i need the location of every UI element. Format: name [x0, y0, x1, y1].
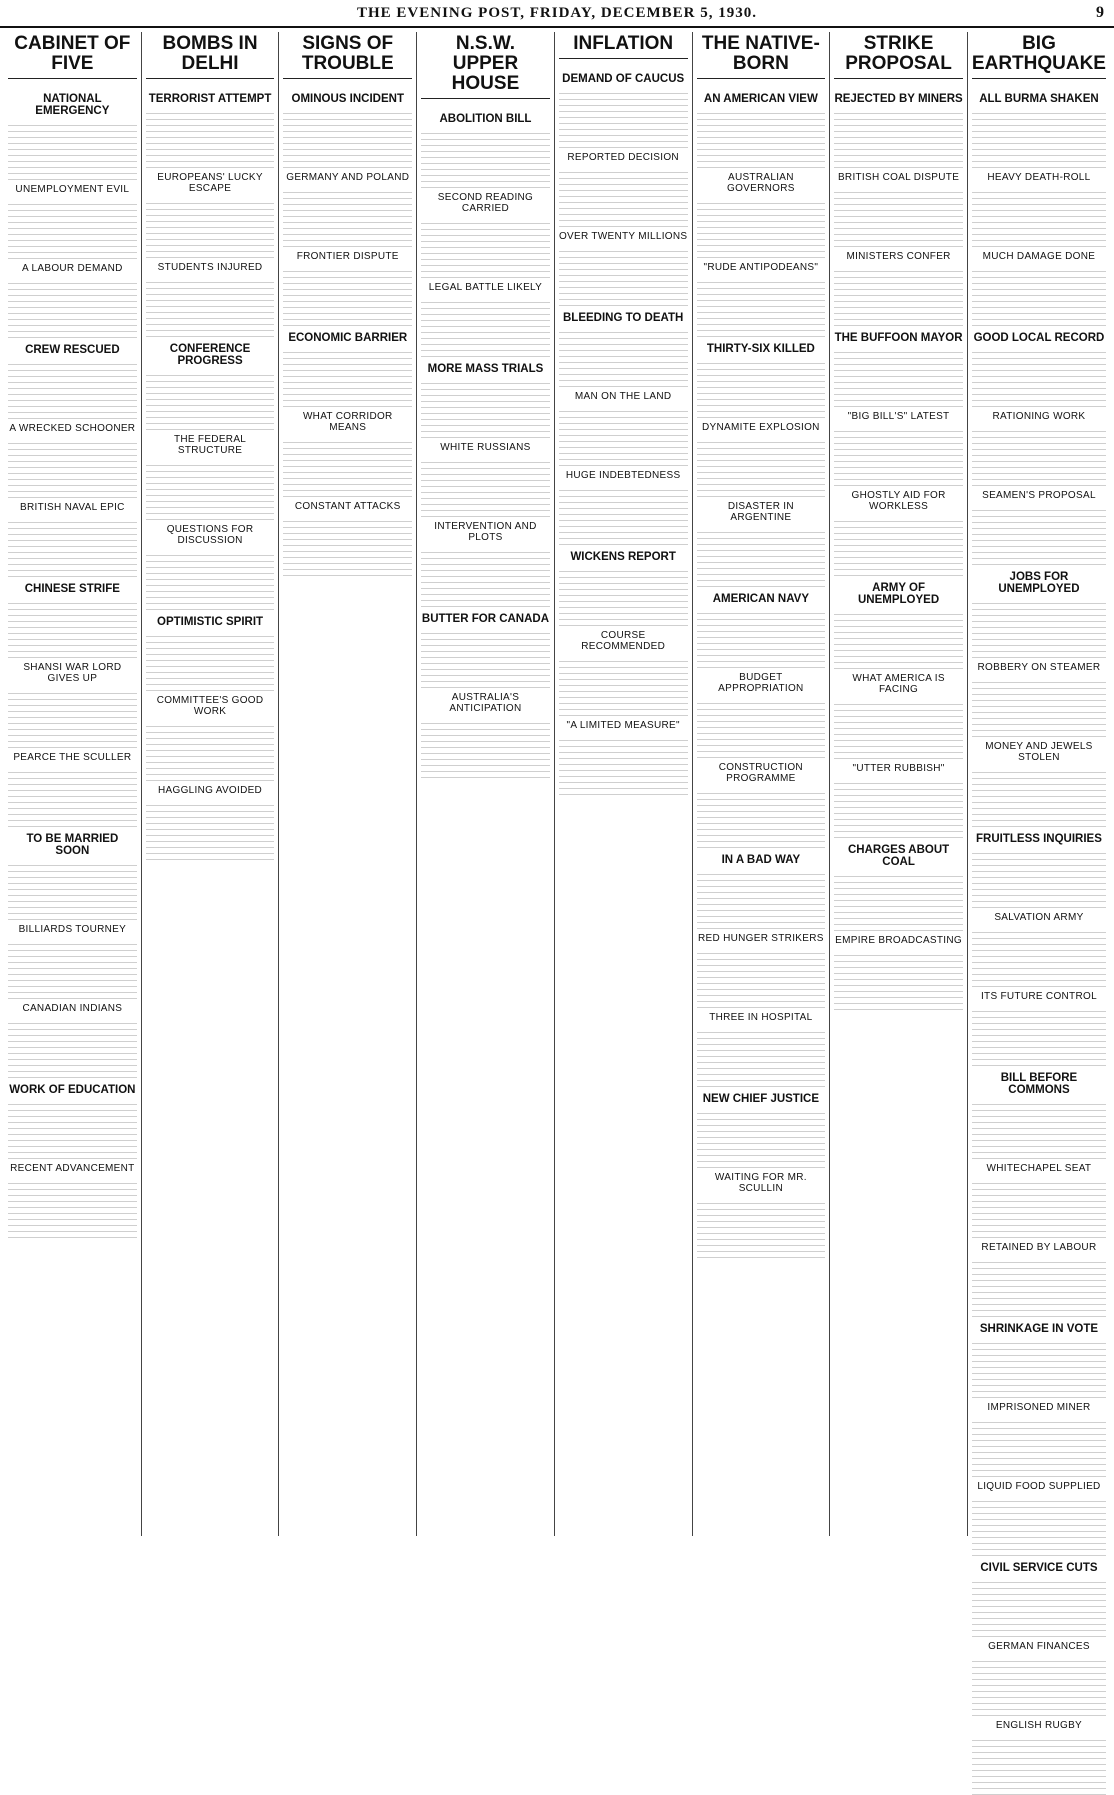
subheading: BUTTER FOR CANADA: [421, 612, 550, 625]
article-body-placeholder: [8, 598, 137, 658]
subheading: CREW RESCUED: [25, 343, 120, 356]
article-body-placeholder: [972, 1338, 1106, 1398]
subheading: BRITISH COAL DISPUTE: [837, 171, 960, 183]
subheading: JOBS FOR UNEMPLOYED: [998, 570, 1080, 595]
article-body-placeholder: [8, 517, 137, 577]
column-headline: THE NATIVE-BORN: [697, 34, 826, 79]
article-body-placeholder: [8, 1018, 137, 1078]
article-body-placeholder: [559, 167, 688, 227]
subheading: CONSTANT ATTACKS: [294, 500, 401, 512]
subheading: INTERVENTION AND PLOTS: [434, 520, 537, 543]
article-body-placeholder: [559, 63, 688, 67]
subheading: BLEEDING TO DEATH: [562, 311, 684, 324]
subheading: OMINOUS INCIDENT: [291, 92, 404, 105]
article-body-placeholder: [972, 848, 1106, 908]
article-body-placeholder: [146, 800, 275, 860]
subheading: HAGGLING AVOIDED: [158, 784, 263, 796]
article-body-placeholder: [559, 485, 688, 545]
subheading: HUGE INDEBTEDNESS: [565, 469, 681, 481]
subheading: IN A BAD WAY: [721, 853, 801, 866]
subheading: IMPRISONED MINER: [987, 1401, 1091, 1413]
article-body-placeholder: [8, 688, 137, 748]
article-body-placeholder: [972, 767, 1106, 827]
article-body-placeholder: [421, 128, 550, 188]
article-body-placeholder: [834, 950, 963, 1010]
article-body-placeholder: [972, 677, 1106, 737]
subheading: HEAVY DEATH-ROLL: [987, 171, 1091, 183]
subheading: RED HUNGER STRIKERS: [698, 932, 824, 944]
article-body-placeholder: [972, 1417, 1106, 1477]
subheading: THIRTY-SIX KILLED: [706, 342, 815, 355]
column-5: [555, 32, 693, 1536]
article-body-placeholder: [697, 83, 826, 87]
subheading: A WRECKED SCHOONER: [9, 422, 136, 434]
article-body-placeholder: [834, 609, 963, 669]
article-body-placeholder: [283, 347, 412, 407]
article-body-placeholder: [972, 1496, 1106, 1556]
subheading: ECONOMIC BARRIER: [288, 331, 408, 344]
article-body-placeholder: [697, 277, 826, 337]
subheading: ARMY OF UNEMPLOYED: [857, 581, 940, 606]
subheading: WHAT AMERICA IS FACING: [852, 672, 945, 695]
article-body-placeholder: [146, 83, 275, 87]
subheading: ROBBERY ON STEAMER: [977, 661, 1101, 673]
article-body-placeholder: [834, 426, 963, 486]
article-body-placeholder: [421, 218, 550, 278]
column-headline: SIGNS OF TROUBLE: [283, 34, 412, 79]
subheading: LEGAL BATTLE LIKELY: [428, 281, 543, 293]
article-body-placeholder: [834, 347, 963, 407]
article-body-placeholder: [559, 566, 688, 626]
subheading: CONSTRUCTION PROGRAMME: [718, 761, 803, 784]
article-body-placeholder: [421, 103, 550, 107]
article-body-placeholder: [421, 457, 550, 517]
article-body-placeholder: [834, 516, 963, 576]
article-body-placeholder: [8, 359, 137, 419]
article-body-placeholder: [559, 656, 688, 716]
subheading: QUESTIONS FOR DISCUSSION: [166, 523, 254, 546]
article-body-placeholder: [146, 277, 275, 337]
subheading: STUDENTS INJURED: [157, 261, 263, 273]
article-body-placeholder: [972, 1735, 1106, 1795]
subheading: "RUDE ANTIPODEANS": [703, 261, 819, 273]
subheading: AUSTRALIA'S ANTICIPATION: [449, 691, 522, 714]
article-body-placeholder: [697, 1198, 826, 1258]
article-body-placeholder: [697, 869, 826, 929]
article-body-placeholder: [146, 550, 275, 610]
article-body-placeholder: [421, 547, 550, 607]
article-body-placeholder: [972, 927, 1106, 987]
subheading: ENGLISH RUGBY: [995, 1719, 1083, 1731]
article-body-placeholder: [972, 426, 1106, 486]
subheading: GOOD LOCAL RECORD: [973, 331, 1105, 344]
column-3: [279, 32, 417, 1536]
article-body-placeholder: [559, 327, 688, 387]
article-body-placeholder: [146, 370, 275, 430]
subheading: AUSTRALIAN GOVERNORS: [727, 171, 795, 194]
subheading: ITS FUTURE CONTROL: [980, 990, 1097, 1002]
subheading: "UTTER RUBBISH": [852, 762, 945, 774]
subheading: AMERICAN NAVY: [712, 592, 809, 605]
subheading: REPORTED DECISION: [567, 151, 679, 163]
article-body-placeholder: [8, 278, 137, 338]
column-headline: STRIKE PROPOSAL: [834, 34, 963, 79]
article-body-placeholder: [146, 721, 275, 781]
article-body-placeholder: [697, 108, 826, 168]
article-body-placeholder: [834, 699, 963, 759]
article-body-placeholder: [972, 1006, 1106, 1066]
subheading: WHITE RUSSIANS: [440, 441, 531, 453]
article-body-placeholder: [559, 406, 688, 466]
subheading: SECOND READING CARRIED: [437, 191, 534, 214]
subheading: WAITING FOR MR. SCULLIN: [714, 1171, 807, 1194]
subheading: BILLIARDS TOURNEY: [18, 923, 127, 935]
subheading: "BIG BILL'S" LATEST: [847, 410, 950, 422]
subheading: ALL BURMA SHAKEN: [979, 92, 1099, 105]
subheading: CONFERENCE PROGRESS: [169, 342, 251, 367]
subheading: REJECTED BY MINERS: [834, 92, 963, 105]
article-body-placeholder: [972, 1178, 1106, 1238]
subheading: CHARGES ABOUT COAL: [847, 843, 950, 868]
subheading: "A LIMITED MEASURE": [566, 719, 680, 731]
subheading: GERMANY AND POLAND: [286, 171, 410, 183]
column-2: [142, 32, 280, 1536]
subheading: GHOSTLY AID FOR WORKLESS: [851, 489, 946, 512]
article-body-placeholder: [972, 187, 1106, 247]
article-body-placeholder: [8, 939, 137, 999]
columns: [0, 28, 1114, 1731]
masthead-title: THE EVENING POST, FRIDAY, DECEMBER 5, 1930.: [356, 4, 757, 21]
column-4: [417, 32, 555, 1536]
subheading: MINISTERS CONFER: [846, 250, 951, 262]
subheading: FRONTIER DISPUTE: [296, 250, 399, 262]
subheading: SALVATION ARMY: [994, 911, 1084, 923]
article-body-placeholder: [283, 266, 412, 326]
subheading: THREE IN HOSPITAL: [709, 1011, 813, 1023]
article-body-placeholder: [421, 628, 550, 688]
subheading: WHITECHAPEL SEAT: [986, 1162, 1092, 1174]
page-number: 9: [1096, 4, 1104, 21]
article-body-placeholder: [972, 266, 1106, 326]
article-body-placeholder: [283, 83, 412, 87]
subheading: DEMAND OF CAUCUS: [562, 72, 685, 85]
column-headline: BOMBS IN DELHI: [146, 34, 275, 79]
subheading: MUCH DAMAGE DONE: [982, 250, 1096, 262]
subheading: WORK OF EDUCATION: [9, 1083, 136, 1096]
article-body-placeholder: [283, 516, 412, 576]
subheading: THE FEDERAL STRUCTURE: [173, 433, 247, 456]
subheading: DISASTER IN ARGENTINE: [727, 500, 794, 523]
subheading: THE BUFFOON MAYOR: [834, 331, 963, 344]
subheading: MAN ON THE LAND: [574, 390, 672, 402]
subheading: RECENT ADVANCEMENT: [10, 1162, 135, 1174]
article-body-placeholder: [8, 860, 137, 920]
article-body-placeholder: [283, 108, 412, 168]
subheading: SEAMEN'S PROPOSAL: [982, 489, 1096, 501]
article-body-placeholder: [146, 460, 275, 520]
subheading: MORE MASS TRIALS: [427, 362, 544, 375]
subheading: NATIONAL EMERGENCY: [35, 92, 110, 117]
article-body-placeholder: [972, 108, 1106, 168]
article-body-placeholder: [697, 948, 826, 1008]
subheading: RETAINED BY LABOUR: [981, 1241, 1097, 1253]
article-body-placeholder: [697, 1108, 826, 1168]
subheading: SHRINKAGE IN VOTE: [979, 1322, 1099, 1335]
article-body-placeholder: [972, 1656, 1106, 1716]
subheading: EMPIRE BROADCASTING: [835, 934, 962, 946]
article-body-placeholder: [8, 83, 137, 87]
article-body-placeholder: [697, 608, 826, 668]
subheading: MONEY AND JEWELS STOLEN: [985, 740, 1093, 763]
subheading: AN AMERICAN VIEW: [703, 92, 818, 105]
subheading: PEARCE THE SCULLER: [13, 751, 132, 763]
article-body-placeholder: [834, 83, 963, 87]
column-headline: BIG EARTHQUAKE: [972, 34, 1106, 79]
subheading: EUROPEANS' LUCKY ESCAPE: [157, 171, 263, 194]
article-body-placeholder: [972, 1257, 1106, 1317]
subheading: TERRORIST ATTEMPT: [148, 92, 272, 105]
article-body-placeholder: [283, 187, 412, 247]
article-body-placeholder: [8, 438, 137, 498]
column-8: [968, 32, 1110, 1731]
subheading: CHINESE STRIFE: [24, 582, 120, 595]
article-body-placeholder: [697, 788, 826, 848]
article-body-placeholder: [697, 1027, 826, 1087]
article-body-placeholder: [559, 735, 688, 795]
article-body-placeholder: [972, 598, 1106, 658]
article-body-placeholder: [972, 1099, 1106, 1159]
column-7: [830, 32, 968, 1536]
article-body-placeholder: [697, 698, 826, 758]
subheading: COURSE RECOMMENDED: [581, 629, 666, 652]
subheading: GERMAN FINANCES: [988, 1640, 1090, 1652]
subheading: WHAT CORRIDOR MEANS: [302, 410, 393, 433]
column-headline: INFLATION: [559, 34, 688, 59]
article-body-placeholder: [972, 1577, 1106, 1637]
article-body-placeholder: [697, 198, 826, 258]
subheading: COMMITTEE'S GOOD WORK: [156, 694, 264, 717]
article-body-placeholder: [421, 378, 550, 438]
article-body-placeholder: [8, 767, 137, 827]
article-body-placeholder: [8, 199, 137, 259]
subheading: WICKENS REPORT: [570, 550, 676, 563]
subheading: RATIONING WORK: [992, 410, 1086, 422]
subheading: OVER TWENTY MILLIONS: [558, 230, 688, 242]
article-body-placeholder: [146, 198, 275, 258]
article-body-placeholder: [697, 358, 826, 418]
subheading: A LABOUR DEMAND: [22, 262, 123, 274]
subheading: CANADIAN INDIANS: [22, 1002, 123, 1014]
subheading: BRITISH NAVAL EPIC: [20, 501, 125, 513]
article-body-placeholder: [834, 187, 963, 247]
article-body-placeholder: [146, 108, 275, 168]
subheading: NEW CHIEF JUSTICE: [702, 1092, 820, 1105]
article-body-placeholder: [834, 108, 963, 168]
column-headline: N.S.W. UPPER HOUSE: [421, 34, 550, 99]
article-body-placeholder: [421, 297, 550, 357]
subheading: BILL BEFORE COMMONS: [1000, 1071, 1078, 1096]
column-headline: CABINET OF FIVE: [8, 34, 137, 79]
masthead: [0, 0, 1114, 28]
subheading: UNEMPLOYMENT EVIL: [15, 183, 130, 195]
article-body-placeholder: [283, 437, 412, 497]
subheading: DYNAMITE EXPLOSION: [702, 421, 820, 433]
subheading: CIVIL SERVICE CUTS: [980, 1561, 1098, 1574]
article-body-placeholder: [8, 120, 137, 180]
column-1: [4, 32, 142, 1536]
subheading: BUDGET APPROPRIATION: [718, 671, 804, 694]
article-body-placeholder: [559, 88, 688, 148]
subheading: ABOLITION BILL: [439, 112, 532, 125]
article-body-placeholder: [834, 266, 963, 326]
article-body-placeholder: [421, 718, 550, 778]
article-body-placeholder: [146, 631, 275, 691]
article-body-placeholder: [834, 871, 963, 931]
subheading: OPTIMISTIC SPIRIT: [157, 615, 264, 628]
subheading: LIQUID FOOD SUPPLIED: [977, 1480, 1101, 1492]
article-body-placeholder: [8, 1099, 137, 1159]
article-body-placeholder: [559, 246, 688, 306]
article-body-placeholder: [972, 83, 1106, 87]
column-6: [693, 32, 831, 1536]
article-body-placeholder: [972, 505, 1106, 565]
article-body-placeholder: [697, 527, 826, 587]
article-body-placeholder: [834, 778, 963, 838]
subheading: SHANSI WAR LORD GIVES UP: [23, 661, 122, 684]
article-body-placeholder: [697, 437, 826, 497]
article-body-placeholder: [972, 347, 1106, 407]
article-body-placeholder: [8, 1178, 137, 1238]
subheading: TO BE MARRIED SOON: [26, 832, 119, 857]
subheading: FRUITLESS INQUIRIES: [976, 832, 1102, 845]
